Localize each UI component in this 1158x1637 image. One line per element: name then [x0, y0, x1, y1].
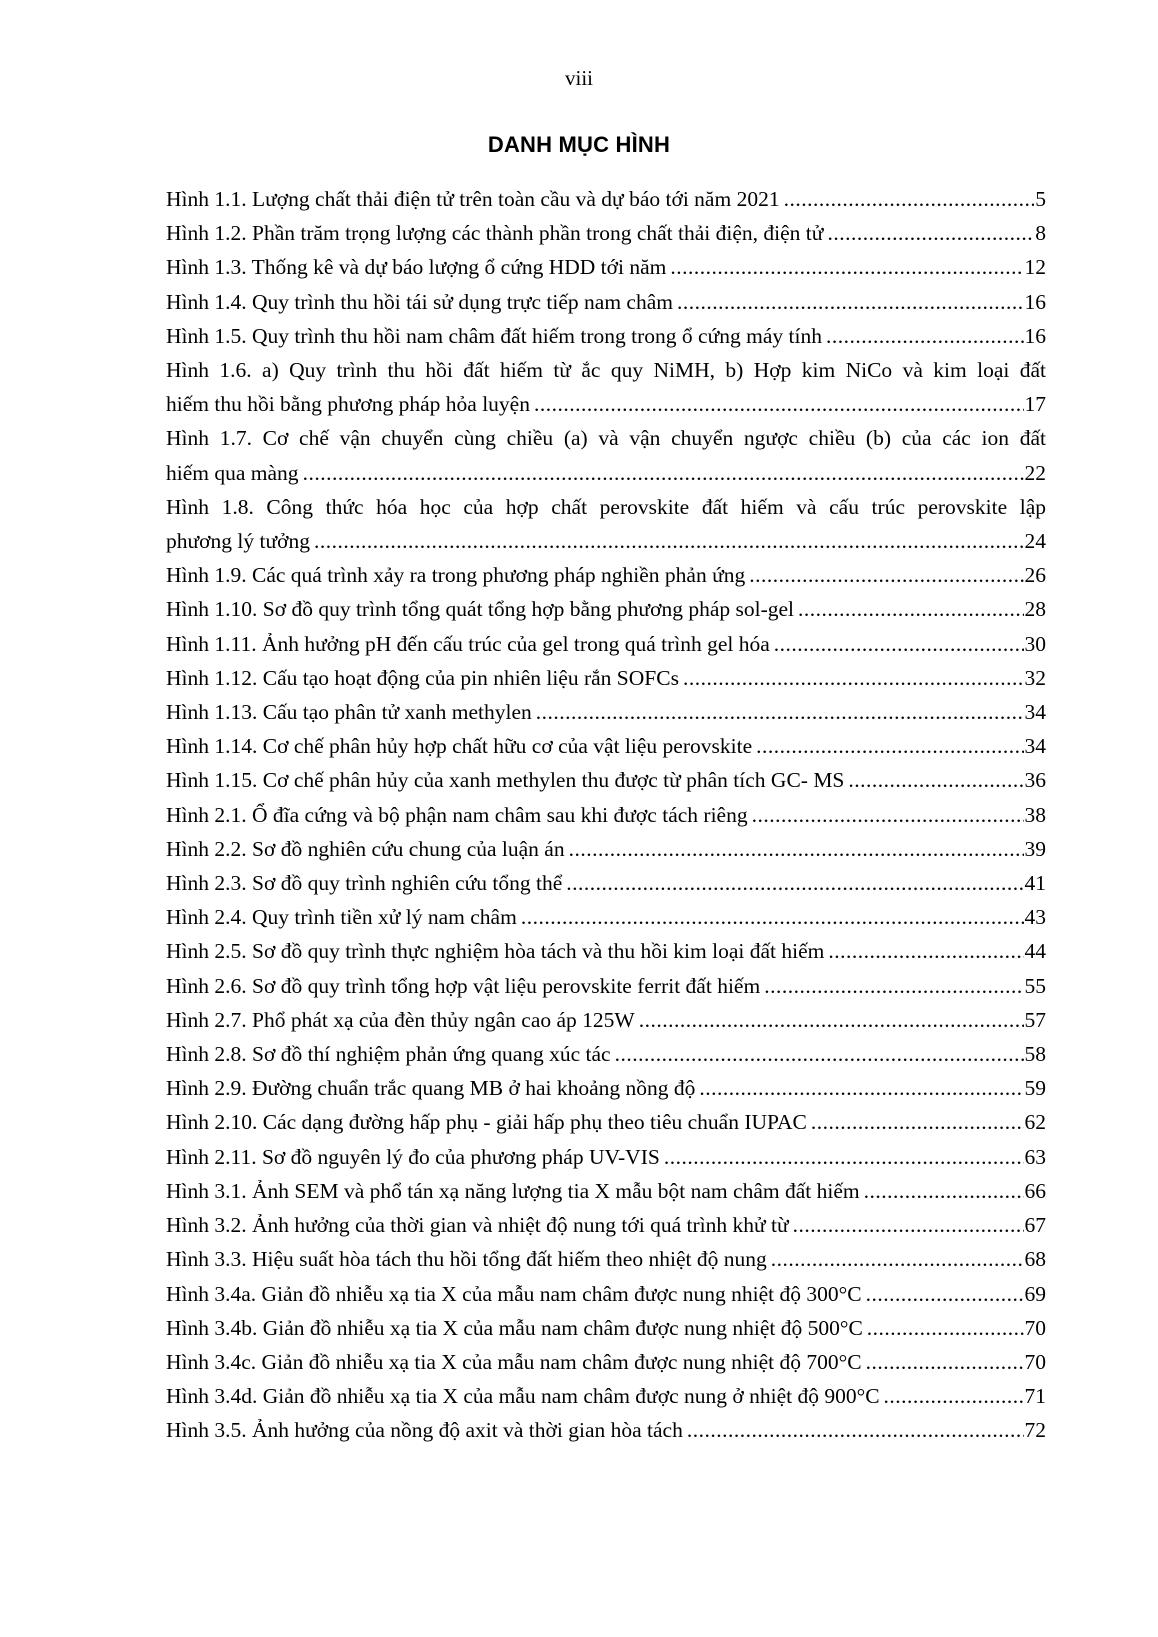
figure-entry-title: Hình 3.4d. Giản đồ nhiễu xạ tia X của mẫu nam châm được nung ở nhiệt độ 900°C	[166, 1384, 880, 1409]
figure-entry-title: Hình 1.5. Quy trình thu hồi nam châm đất hiếm trong trong ổ cứng máy tính	[166, 323, 822, 348]
figure-entry-title: Hình 1.10. Sơ đồ quy trình tổng quát tổng hợp bằng phương pháp sol-gel	[166, 597, 795, 622]
figure-entry	[166, 1208, 1046, 1242]
dot-leader	[826, 319, 1024, 353]
figure-entry	[166, 319, 1046, 353]
figure-entry-page: 24	[1024, 529, 1046, 554]
figure-entry-page: 44	[1024, 939, 1046, 964]
figure-entry-page: 28	[1024, 597, 1046, 622]
figure-entry-page: 59	[1024, 1076, 1046, 1101]
figure-entry	[166, 661, 1046, 695]
dot-leader	[884, 1379, 1024, 1413]
figure-entry-page: 41	[1024, 871, 1046, 896]
figure-entry-title: Hình 2.4. Quy trình tiền xử lý nam châm	[166, 905, 517, 930]
figure-entry	[166, 1037, 1046, 1071]
figure-entry	[166, 900, 1046, 934]
dot-leader	[774, 627, 1024, 661]
figure-entry	[166, 182, 1046, 216]
figure-entry-title: Hình 1.13. Cấu tạo phân tử xanh methylen	[166, 700, 532, 725]
figure-list	[166, 182, 1046, 1448]
dot-leader	[793, 1208, 1024, 1242]
figure-entry-page: 72	[1024, 1418, 1046, 1443]
figure-entry-title: Hình 2.10. Các dạng đường hấp phụ - giải hấp phụ theo tiêu chuẩn IUPAC	[166, 1110, 807, 1135]
figure-entry	[166, 1242, 1046, 1276]
page-title: DANH MỤC HÌNH	[487, 132, 671, 157]
figure-entry	[166, 1379, 1046, 1413]
figure-entry-page: 5	[1035, 187, 1046, 211]
figure-entry	[166, 934, 1046, 968]
dot-leader	[566, 866, 1023, 900]
figure-entry	[166, 1003, 1046, 1037]
figure-entry	[166, 1071, 1046, 1105]
figure-entry-title-line: Hình 1.6. a) Quy trình thu hồi đất hiếm từ ắc quy NiMH, b) Hợp kim NiCo và kim loại đất	[166, 358, 1046, 383]
figure-entry	[166, 1311, 1046, 1345]
figure-entry-page: 30	[1024, 631, 1046, 656]
figure-entry-title: hiếm thu hồi bằng phương pháp hỏa luyện	[166, 392, 530, 417]
figure-entry	[166, 798, 1046, 832]
figure-entry-title: Hình 1.4. Quy trình thu hồi tái sử dụng trực tiếp nam châm	[166, 289, 673, 314]
figure-entry-page: 70	[1024, 1349, 1046, 1374]
figure-entry-page: 8	[1035, 221, 1046, 246]
dot-leader	[749, 558, 1023, 592]
dot-leader	[569, 832, 1024, 866]
dot-leader	[699, 1071, 1023, 1105]
dot-leader	[687, 1413, 1024, 1447]
figure-entry-title: hiếm qua màng	[166, 460, 299, 485]
dot-leader	[848, 763, 1023, 797]
figure-entry	[166, 627, 1046, 661]
figure-entry-page: 71	[1024, 1384, 1046, 1409]
dot-leader	[764, 969, 1023, 1003]
figure-entry-title: Hình 2.11. Sơ đồ nguyên lý đo của phương pháp UV-VIS	[166, 1144, 660, 1169]
figure-entry-title: Hình 3.4b. Giản đồ nhiễu xạ tia X của mẫu nam châm được nung nhiệt độ 500°C	[166, 1315, 863, 1340]
dot-leader	[534, 387, 1024, 421]
figure-entry-page: 62	[1024, 1110, 1046, 1135]
figure-entry	[166, 1277, 1046, 1311]
figure-entry	[166, 1140, 1046, 1174]
figure-entry-page: 38	[1024, 802, 1046, 827]
figure-entry-title: Hình 1.15. Cơ chế phân hủy của xanh methylen thu được từ phân tích GC- MS	[166, 768, 845, 793]
figure-entry	[166, 866, 1046, 900]
figure-entry	[166, 558, 1046, 592]
figure-entry-title: Hình 1.11. Ảnh hưởng pH đến cấu trúc của gel trong quá trình gel hóa	[166, 631, 770, 656]
figure-entry-page: 26	[1024, 563, 1046, 588]
dot-leader	[521, 900, 1024, 934]
figure-entry-title: Hình 3.2. Ảnh hưởng của thời gian và nhiệt độ nung tới quá trình khử từ	[166, 1213, 789, 1238]
figure-entry	[166, 1105, 1046, 1139]
figure-entry	[166, 832, 1046, 866]
figure-entry-page: 58	[1024, 1042, 1046, 1067]
figure-entry-page: 39	[1024, 836, 1046, 861]
figure-entry-page: 69	[1024, 1281, 1046, 1306]
figure-entry-title: Hình 1.12. Cấu tạo hoạt động của pin nhiên liệu rắn SOFCs	[166, 665, 679, 690]
figure-entry-title: Hình 3.5. Ảnh hưởng của nồng độ axit và thời gian hòa tách	[166, 1418, 683, 1443]
figure-entry-title: Hình 2.9. Đường chuẩn trắc quang MB ở hai khoảng nồng độ	[166, 1076, 696, 1101]
figure-entry-title: Hình 2.6. Sơ đồ quy trình tổng hợp vật liệu perovskite ferrit đất hiếm	[166, 973, 761, 998]
figure-entry-title: Hình 2.5. Sơ đồ quy trình thực nghiệm hòa tách và thu hồi kim loại đất hiếm	[166, 939, 825, 964]
figure-entry-title: Hình 3.1. Ảnh SEM và phổ tán xạ năng lượng tia X mẫu bột nam châm đất hiếm	[166, 1178, 860, 1203]
dot-leader	[827, 216, 1034, 250]
dot-leader	[752, 798, 1024, 832]
figure-entry-title: Hình 2.7. Phổ phát xạ của đèn thủy ngân cao áp 125W	[166, 1007, 635, 1032]
figure-entry-title: Hình 2.1. Ổ đĩa cứng và bộ phận nam châm sau khi được tách riêng	[166, 802, 748, 827]
figure-entry	[166, 763, 1046, 797]
dot-leader	[683, 661, 1024, 695]
figure-entry-page: 16	[1024, 323, 1046, 348]
figure-entry-title: Hình 2.2. Sơ đồ nghiên cứu chung của luận án	[166, 836, 565, 861]
dot-leader	[314, 524, 1024, 558]
figure-entry-page: 34	[1024, 734, 1046, 759]
dot-leader	[866, 1345, 1024, 1379]
figure-entry-page: 17	[1024, 392, 1046, 417]
dot-leader	[864, 1174, 1024, 1208]
figure-entry-page: 22	[1024, 460, 1046, 485]
page-number: viii	[564, 66, 593, 90]
figure-entry-page: 68	[1024, 1247, 1046, 1272]
figure-entry-title: Hình 1.1. Lượng chất thải điện tử trên toàn cầu và dự báo tới năm 2021	[166, 187, 780, 211]
dot-leader	[828, 934, 1023, 968]
figure-entry	[166, 1345, 1046, 1379]
figure-entry-page: 32	[1024, 665, 1046, 690]
figure-entry-page: 66	[1024, 1178, 1046, 1203]
figure-entry	[166, 1413, 1046, 1447]
figure-entry-title: Hình 1.3. Thống kê và dự báo lượng ổ cứng HDD tới năm	[166, 255, 667, 280]
dot-leader	[670, 250, 1023, 284]
dot-leader	[798, 592, 1023, 626]
figure-entry-title: Hình 1.9. Các quá trình xảy ra trong phương pháp nghiền phản ứng	[166, 563, 746, 588]
figure-entry-title: phương lý tưởng	[166, 529, 310, 554]
dot-leader	[677, 285, 1024, 319]
figure-entry-title-line: Hình 1.8. Công thức hóa học của hợp chất perovskite đất hiếm và cấu trúc perovskite lập	[166, 494, 1046, 519]
figure-entry-page: 36	[1024, 768, 1046, 793]
figure-entry	[166, 1174, 1046, 1208]
figure-entry	[166, 353, 1046, 421]
figure-entry	[166, 216, 1046, 250]
figure-entry-page: 12	[1024, 255, 1046, 280]
dot-leader	[867, 1311, 1024, 1345]
figure-entry	[166, 969, 1046, 1003]
figure-entry	[166, 729, 1046, 763]
dot-leader	[664, 1140, 1024, 1174]
figure-entry-page: 57	[1024, 1007, 1046, 1032]
figure-entry-title: Hình 2.8. Sơ đồ thí nghiệm phản ứng quang xúc tác	[166, 1042, 611, 1067]
figure-entry	[166, 285, 1046, 319]
figure-entry-title: Hình 1.2. Phần trăm trọng lượng các thành phần trong chất thải điện, điện tử	[166, 221, 824, 246]
figure-entry-title: Hình 3.4c. Giản đồ nhiễu xạ tia X của mẫu nam châm được nung nhiệt độ 700°C	[166, 1349, 862, 1374]
figure-entry-title-line: Hình 1.7. Cơ chế vận chuyển cùng chiều (a) và vận chuyển ngược chiều (b) của các ion đất	[166, 426, 1046, 451]
figure-entry-page: 16	[1024, 289, 1046, 314]
figure-entry-page: 34	[1024, 700, 1046, 725]
figure-entry-title: Hình 2.3. Sơ đồ quy trình nghiên cứu tổng thể	[166, 871, 563, 896]
figure-entry-page: 67	[1024, 1213, 1046, 1238]
dot-leader	[756, 729, 1023, 763]
figure-entry	[166, 490, 1046, 558]
figure-entry-title: Hình 3.4a. Giản đồ nhiễu xạ tia X của mẫu nam châm được nung nhiệt độ 300°C	[166, 1281, 862, 1306]
figure-entry	[166, 421, 1046, 489]
figure-entry-page: 43	[1024, 905, 1046, 930]
dot-leader	[536, 695, 1024, 729]
figure-entry-page: 70	[1024, 1315, 1046, 1340]
dot-leader	[784, 182, 1035, 216]
dot-leader	[303, 456, 1024, 490]
figure-entry-title: Hình 1.14. Cơ chế phân hủy hợp chất hữu cơ của vật liệu perovskite	[166, 734, 753, 759]
figure-entry	[166, 250, 1046, 284]
dot-leader	[811, 1105, 1024, 1139]
dot-leader	[771, 1242, 1024, 1276]
dot-leader	[639, 1003, 1024, 1037]
figure-entry-title: Hình 3.3. Hiệu suất hòa tách thu hồi tổng đất hiếm theo nhiệt độ nung	[166, 1247, 767, 1272]
dot-leader	[866, 1277, 1024, 1311]
figure-entry-page: 55	[1024, 973, 1046, 998]
figure-entry-page: 63	[1024, 1144, 1046, 1169]
figure-entry	[166, 592, 1046, 626]
figure-entry	[166, 695, 1046, 729]
dot-leader	[615, 1037, 1024, 1071]
